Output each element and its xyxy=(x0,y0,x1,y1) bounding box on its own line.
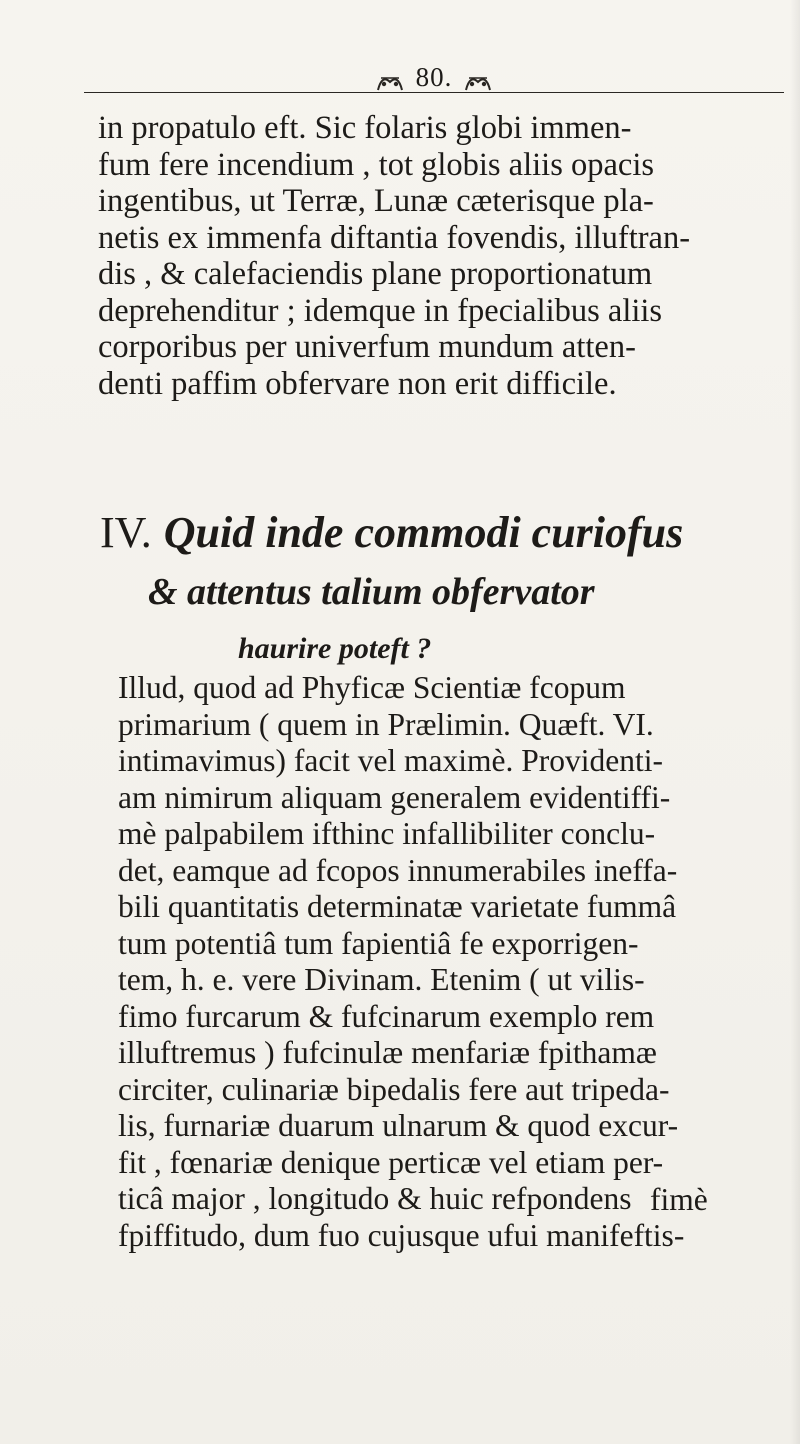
section-title-line-1: Quid inde commodi curiofus xyxy=(163,508,684,557)
text-line: intimavimus) facit vel maximè. Providenti- xyxy=(118,743,664,778)
section-title-line-3: haurire poteft ? xyxy=(238,632,432,665)
text-line: denti paffim obfervare non erit difficile. xyxy=(98,365,617,402)
text-line: fit , fœnariæ denique perticæ vel etiam per- xyxy=(118,1144,664,1180)
section-heading xyxy=(100,506,790,560)
header-rule xyxy=(84,92,784,93)
text-line: fum fere incendium , tot globis aliis opacis xyxy=(98,146,654,183)
body-paragraph xyxy=(118,670,788,1254)
top-paragraph xyxy=(98,110,778,402)
catchword: fimè xyxy=(650,1182,708,1217)
page-number: 80. xyxy=(415,62,453,92)
text-line: fpiffitudo, dum fuo cujusque ufui manifeftis- xyxy=(118,1217,685,1253)
text-line: tem, h. e. vere Divinam. Etenim ( ut vilis- xyxy=(118,962,645,997)
text-line: tum potentiâ tum fapientiâ fe exporrigen- xyxy=(118,925,639,961)
text-line: netis ex immenfa diftantia fovendis, illuftran- xyxy=(98,219,691,256)
text-line: Illud, quod ad Phyficæ Scientiæ fcopum xyxy=(118,670,626,705)
ornament-left-icon xyxy=(376,72,404,92)
text-line: lis, furnariæ duarum ulnarum & quod excur- xyxy=(118,1108,679,1143)
text-line: in propatulo eft. Sic folaris globi immen- xyxy=(98,110,632,146)
text-line: ingentibus, ut Terræ, Lunæ cæterisque pla- xyxy=(98,183,654,219)
running-header xyxy=(84,62,784,96)
text-line: ticâ major , longitudo & huic refpondens xyxy=(118,1181,632,1216)
text-line: dis , & calefaciendis plane proportionatum xyxy=(98,256,653,292)
text-line: am nimirum aliquam generalem evidentiffi- xyxy=(118,779,671,815)
ornament-right-icon xyxy=(464,72,492,92)
text-line: primarium ( quem in Prælimin. Quæft. VI. xyxy=(118,706,654,742)
text-line: illuftremus ) fufcinulæ menfariæ fpithamæ xyxy=(118,1035,657,1070)
section-title-line-2: & attentus talium obfervator xyxy=(148,571,595,613)
text-line: corporibus per univerfum mundum atten- xyxy=(98,329,636,365)
section-numeral: IV. xyxy=(100,508,152,557)
text-line: fimo furcarum & fufcinarum exemplo rem xyxy=(118,998,655,1034)
text-line: bili quantitatis determinatæ varietate fummâ xyxy=(118,889,677,924)
text-line: circiter, culinariæ bipedalis fere aut tripeda- xyxy=(118,1071,670,1107)
text-line: mè palpabilem ifthinc infallibiliter conclu- xyxy=(118,816,656,851)
text-line: deprehenditur ; idemque in fpecialibus aliis xyxy=(98,292,663,329)
page-edge-shadow xyxy=(790,0,800,1444)
page-number-group xyxy=(334,62,534,92)
text-line: det, eamque ad fcopos innumerabiles ineffa- xyxy=(118,852,678,888)
